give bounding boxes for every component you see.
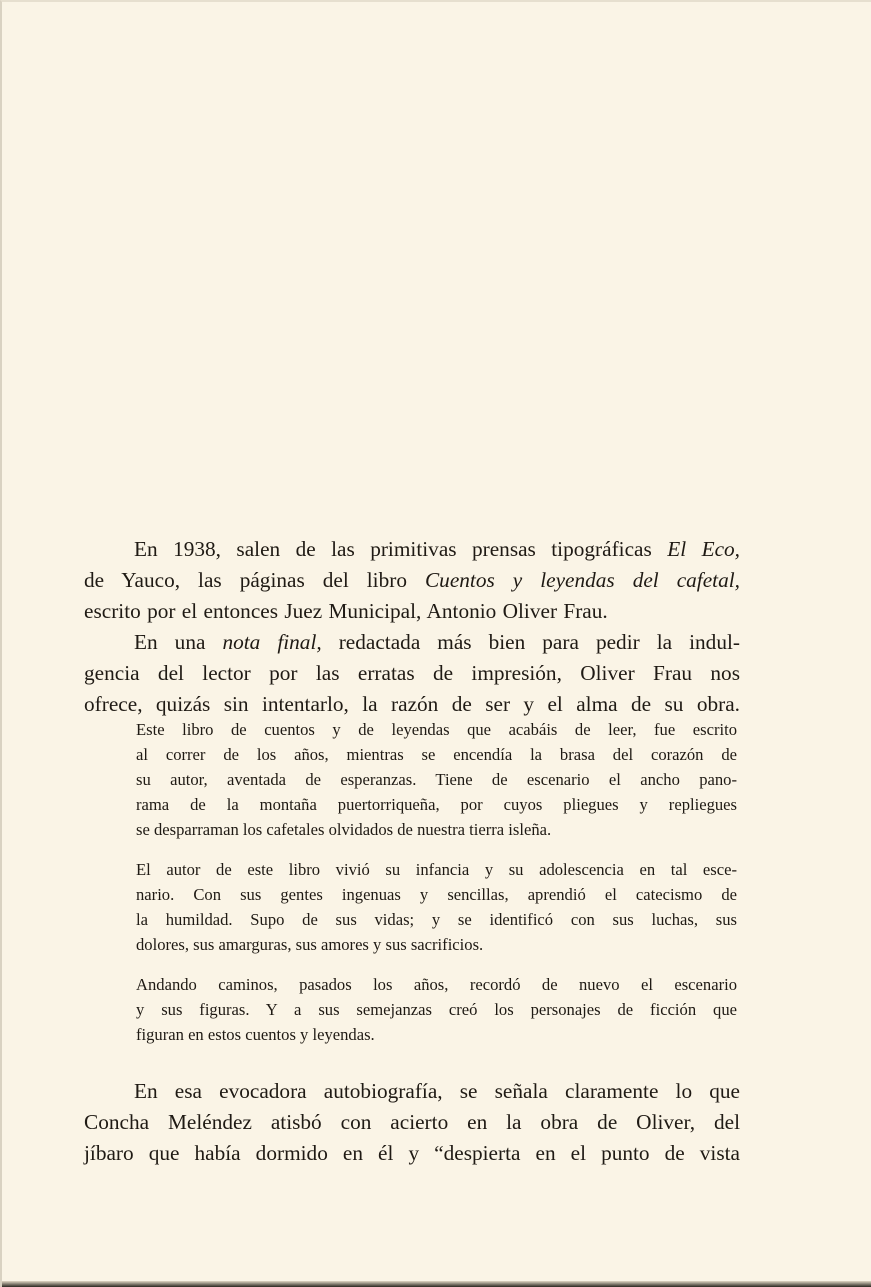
paragraph-3-line <box>84 1076 740 1107</box>
quote-line: Andando caminos, pasados los años, recordó de nuevo el escenario <box>136 975 737 994</box>
quote-line: nario. Con sus gentes ingenuas y sencillas, aprendió el catecismo de <box>136 885 737 904</box>
quote-line: y sus figuras. Y a sus semejanzas creó los personajes de ficción que <box>136 1000 737 1019</box>
quote-line: El autor de este libro vivió su infancia y su adolescencia en tal esce- <box>136 860 737 879</box>
text-run: redactada más bien para pedir la indul- <box>321 630 740 654</box>
paragraph-3-line: jíbaro que había dormido en él y “despierta en el punto de vista <box>84 1141 740 1165</box>
quote-line: al correr de los años, mientras se encendía la brasa del corazón de <box>136 745 737 764</box>
intro-text <box>84 534 740 720</box>
text-run: de Yauco, las páginas del libro <box>84 568 425 592</box>
quote-line: rama de la montaña puertorriqueña, por cuyos pliegues y repliegues <box>136 795 737 814</box>
italic-phrase: nota final, <box>222 630 322 654</box>
quote-line: su autor, aventada de esperanzas. Tiene de escenario el ancho pano- <box>136 770 737 789</box>
paragraph-3 <box>84 1076 740 1169</box>
quote-line: dolores, sus amarguras, sus amores y sus sacrificios. <box>136 935 484 954</box>
paragraph-1 <box>84 534 740 627</box>
paragraph-1-line-3: escrito por el entonces Juez Municipal, Antonio Oliver Frau. <box>84 599 608 623</box>
quote-line: figuran en estos cuentos y leyendas. <box>136 1025 375 1044</box>
paragraph-2 <box>84 627 740 720</box>
quote-paragraph-1 <box>136 717 737 842</box>
paragraph-2-line-1 <box>84 627 740 658</box>
quote-line: la humildad. Supo de sus vidas; y se identificó con sus luchas, sus <box>136 910 737 929</box>
paragraph-2-line-2: gencia del lector por las erratas de impresión, Oliver Frau nos <box>84 661 740 685</box>
paragraph-1-line-2 <box>84 565 740 596</box>
text-run: En 1938, salen de las primitivas prensas tipográficas <box>134 537 668 561</box>
quote-paragraph-2 <box>136 857 737 957</box>
text-run: En una <box>134 630 223 654</box>
quote-line: se desparraman los cafetales olvidados de nuestra tierra isleña. <box>136 820 552 839</box>
paragraph-3-line: Concha Meléndez atisbó con acierto en la obra de Oliver, del <box>84 1110 740 1134</box>
quote-paragraph-3 <box>136 972 737 1047</box>
italic-title: El Eco, <box>667 537 740 561</box>
paragraph-1-line-1 <box>84 534 740 565</box>
quote-line: Este libro de cuentos y de leyendas que acabáis de leer, fue escrito <box>136 720 737 739</box>
italic-title: Cuentos y leyendas del cafetal, <box>424 568 740 592</box>
page-bottom-edge <box>2 1281 871 1287</box>
text-run: En esa evocadora autobiografía, se señala claramente lo que <box>134 1079 740 1103</box>
paragraph-2-line-3: ofrece, quizás sin intentarlo, la razón de ser y el alma de su obra. <box>84 692 740 716</box>
